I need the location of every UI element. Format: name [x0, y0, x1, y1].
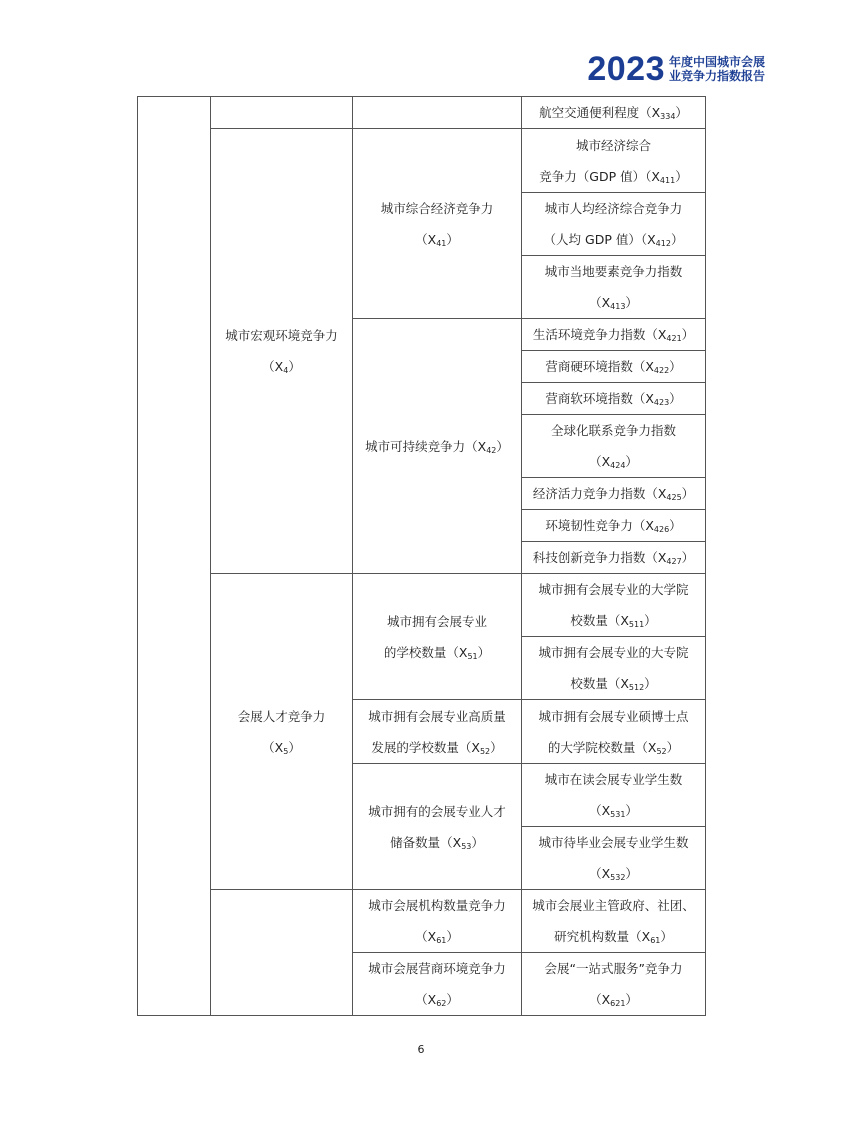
- table-cell-level1: [138, 97, 211, 1016]
- table-cell-level2: [211, 890, 353, 1016]
- table-cell-level4: 城市拥有会展专业硕博士点 的大学院校数量$(X_{52})$: [522, 700, 706, 764]
- table-cell-level4: 营商硬环境指数$(X_{422})$: [522, 351, 706, 383]
- table-cell-level3: [353, 97, 522, 129]
- table-cell-level4: 全球化联系竞争力指数 $(X_{424})$: [522, 415, 706, 478]
- table-cell-level4: 城市在读会展专业学生数 $(X_{531})$: [522, 764, 706, 827]
- table-cell-level3: 城市拥有的会展专业人才 储备数量$(X_{53})$: [353, 764, 522, 890]
- table-row: [138, 97, 706, 129]
- table-cell-level3: 城市综合经济竞争力 $(X_{41})$: [353, 129, 522, 319]
- table-cell-level4: 环境韧性竞争力$(X_{426})$: [522, 510, 706, 542]
- header-title-line1: 年度中国城市会展: [668, 55, 765, 69]
- header-title: [669, 55, 765, 83]
- table-cell-level2: 会展人才竞争力 $(X_5)$: [211, 574, 353, 890]
- table-cell-level4: 城市人均经济综合竞争力 （人均 GDP 值）$(X_{412})$: [522, 193, 706, 256]
- table-cell-level4: 城市当地要素竞争力指数 $(X_{413})$: [522, 256, 706, 319]
- table-row: [138, 890, 706, 953]
- table-cell-level2: 城市宏观环境竞争力 $(X_4)$: [211, 129, 353, 574]
- table-cell-level4: 城市经济综合 竞争力（GDP 值）$(X_{411})$: [522, 129, 706, 193]
- page-number: 6: [417, 1043, 425, 1056]
- table-cell-level4: 经济活力竞争力指数$(X_{425})$: [522, 478, 706, 510]
- table-cell-level3: 城市可持续竞争力$(X_{42})$: [353, 319, 522, 574]
- table-row: [138, 574, 706, 637]
- table-cell-level2: [211, 97, 353, 129]
- table-cell-level4: 航空交通便利程度$(X_{334})$: [522, 97, 706, 129]
- table-cell-level4: 城市待毕业会展专业学生数 $(X_{532})$: [522, 827, 706, 890]
- table-cell-level4: 科技创新竞争力指数$(X_{427})$: [522, 542, 706, 574]
- table-cell-level4: 城市拥有会展专业的大学院 校数量$(X_{511})$: [522, 574, 706, 637]
- table-cell-level4: 营商软环境指数$(X_{423})$: [522, 383, 706, 415]
- table-row: [138, 129, 706, 193]
- table-cell-level4: 城市拥有会展专业的大专院 校数量$(X_{512})$: [522, 637, 706, 700]
- report-header: [587, 52, 765, 86]
- table-cell-level4: 会展“一站式服务”竞争力 $(X_{621})$: [522, 953, 706, 1016]
- header-title-line2: 业竞争力指数报告: [668, 69, 765, 83]
- table-cell-level3: 城市拥有会展专业 的学校数量$(X_{51})$: [353, 574, 522, 700]
- table-cell-level3: 城市拥有会展专业高质量 发展的学校数量$(X_{52})$: [353, 700, 522, 764]
- table-cell-level3: 城市会展机构数量竞争力 $(X_{61})$: [353, 890, 522, 953]
- header-year: 2023: [587, 50, 665, 88]
- indicator-table: [137, 96, 706, 1016]
- table-cell-level3: 城市会展营商环境竞争力 $(X_{62})$: [353, 953, 522, 1016]
- table-cell-level4: 城市会展业主管政府、社团、 研究机构数量$(X_{61})$: [522, 890, 706, 953]
- table-cell-level4: 生活环境竞争力指数$(X_{421})$: [522, 319, 706, 351]
